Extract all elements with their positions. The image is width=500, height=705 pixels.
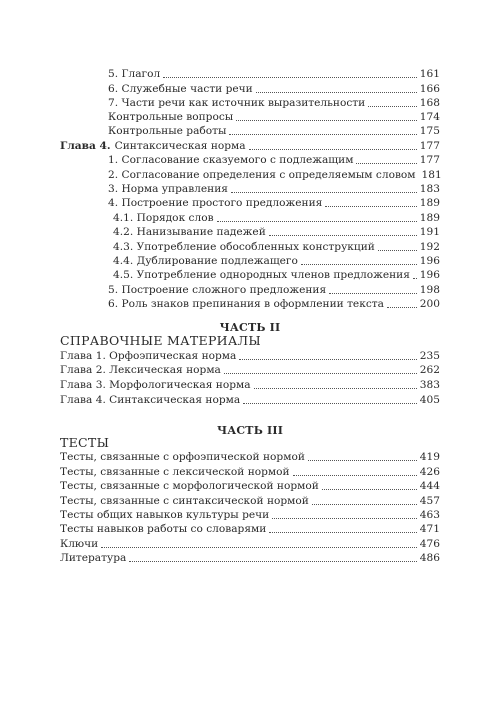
leader-dots [256, 92, 417, 93]
leader-dots [356, 163, 416, 164]
toc-entry [108, 124, 440, 138]
toc-entry-page: 419 [419, 451, 440, 463]
toc-entry [60, 537, 440, 551]
toc-entry-title: 4.5. Употребление однородных членов предложения [113, 269, 410, 281]
toc-entry-page: 235 [419, 350, 440, 362]
toc-subentry [113, 211, 440, 225]
leader-dots [231, 192, 417, 193]
leader-dots [312, 504, 417, 505]
toc-entry [60, 450, 440, 464]
leader-dots [301, 264, 417, 265]
toc-subentry [113, 254, 440, 268]
toc-entry [60, 551, 440, 565]
leader-dots [243, 403, 417, 404]
toc-entry-title: 7. Части речи как источник выразительности [108, 97, 366, 109]
toc-chapter-entry [60, 139, 440, 153]
toc-entry [60, 349, 440, 363]
toc-entry [60, 363, 440, 377]
toc-entry-page: 444 [419, 480, 440, 492]
toc-entry [60, 479, 440, 493]
leader-dots [378, 250, 417, 251]
toc-entry-page: 166 [419, 83, 440, 95]
toc-entry-title: Глава 2. Лексическая норма [60, 364, 221, 376]
toc-entry-page: 262 [419, 364, 440, 376]
leader-dots [269, 235, 417, 236]
leader-dots [293, 475, 417, 476]
toc-entry-title: 2. Согласование определения с определяемым словом [108, 169, 416, 181]
leader-dots [325, 206, 416, 207]
toc-entry-title: 1. Согласование сказуемого с подлежащим [108, 154, 354, 166]
toc-entry-page: 471 [419, 523, 440, 535]
toc-entry-title: Глава 3. Морфологическая норма [60, 379, 251, 391]
leader-dots [217, 221, 417, 222]
toc-entry [60, 508, 440, 522]
toc-entry-title: Литература [60, 552, 127, 564]
toc-entry-page: 189 [419, 197, 440, 209]
toc-entry-title: 5. Глагол [108, 68, 161, 80]
toc-entry [108, 196, 440, 210]
toc-entry-page: 183 [419, 183, 440, 195]
leader-dots [239, 359, 416, 360]
toc-entry [108, 67, 440, 81]
toc-entry-page: 196 [419, 269, 440, 281]
toc-entry-page: 476 [419, 538, 440, 550]
toc-entry [108, 96, 440, 110]
toc-entry-title: 4.3. Употребление обособленных конструкций [113, 241, 375, 253]
toc-entry-page: 405 [419, 394, 440, 406]
chapter-number: Глава 4. [60, 140, 111, 152]
toc-entry-page: 177 [419, 140, 440, 152]
leader-dots [224, 373, 417, 374]
toc-entry-page: 181 [421, 169, 442, 181]
leader-dots [308, 460, 417, 461]
toc-entry-page: 175 [419, 125, 440, 137]
leader-dots [129, 561, 416, 562]
leader-dots [322, 489, 417, 490]
leader-dots [254, 388, 417, 389]
toc-entry [108, 168, 440, 182]
toc-subentry [113, 240, 440, 254]
toc-entry-title: Тесты, связанные с морфологической нормой [60, 480, 319, 492]
toc-entry [60, 378, 440, 392]
toc-entry-page: 177 [419, 154, 440, 166]
toc-entry-title: Контрольные вопросы [108, 111, 234, 123]
leader-dots [387, 307, 417, 308]
part-2-heading: ЧАСТЬ II [219, 321, 281, 334]
toc-entry [108, 297, 440, 311]
toc-entry-page: 189 [419, 212, 440, 224]
toc-entry-page: 200 [419, 298, 440, 310]
part-3-heading: ЧАСТЬ III [216, 424, 284, 437]
toc-entry-title: Тесты навыков работы со словарями [60, 523, 267, 535]
part-3-section-title: ТЕСТЫ [60, 435, 110, 450]
toc-entry-title: 4.1. Порядок слов [113, 212, 214, 224]
toc-entry-title: 5. Построение сложного предложения [108, 284, 327, 296]
toc-entry-title: Тесты, связанные с лексической нормой [60, 466, 290, 478]
toc-entry [108, 182, 440, 196]
toc-entry-title: Тесты, связанные с орфоэпической нормой [60, 451, 305, 463]
toc-entry-title: 4. Построение простого предложения [108, 197, 323, 209]
toc-entry-title: 6. Роль знаков препинания в оформлении текста [108, 298, 384, 310]
part-2-section-title: СПРАВОЧНЫЕ МАТЕРИАЛЫ [60, 333, 261, 348]
toc-entry-title: Синтаксическая норма [114, 140, 246, 152]
toc-entry-title: Ключи [60, 538, 99, 550]
toc-entry [108, 82, 440, 96]
toc-subentry [113, 268, 440, 282]
toc-entry [108, 153, 440, 167]
leader-dots [368, 106, 417, 107]
toc-entry-title: 4.4. Дублирование подлежащего [113, 255, 298, 267]
toc-entry-page: 196 [419, 255, 440, 267]
toc-entry-page: 198 [419, 284, 440, 296]
toc-entry-page: 192 [419, 241, 440, 253]
leader-dots [236, 120, 417, 121]
toc-entry-title: Контрольные работы [108, 125, 227, 137]
toc-entry-page: 383 [419, 379, 440, 391]
toc-entry-page: 191 [419, 226, 440, 238]
toc-entry-page: 168 [419, 97, 440, 109]
toc-entry-page: 161 [419, 68, 440, 80]
toc-entry [60, 494, 440, 508]
leader-dots [272, 518, 417, 519]
toc-entry [60, 465, 440, 479]
toc-entry-title: Глава 4. Синтаксическая норма [60, 394, 241, 406]
toc-entry-title: Глава 1. Орфоэпическая норма [60, 350, 237, 362]
toc-entry [60, 393, 440, 407]
toc-entry-page: 426 [419, 466, 440, 478]
leader-dots [229, 134, 416, 135]
toc-entry-title: Тесты, связанные с синтаксической нормой [60, 495, 309, 507]
toc-entry [108, 110, 440, 124]
leader-dots [101, 547, 417, 548]
leader-dots [269, 532, 416, 533]
leader-dots [329, 293, 417, 294]
toc-entry-page: 486 [419, 552, 440, 564]
toc-entry-title: 3. Норма управления [108, 183, 228, 195]
leader-dots [249, 149, 417, 150]
toc-entry-page: 174 [419, 111, 440, 123]
toc-entry [60, 522, 440, 536]
toc-entry-title: Тесты общих навыков культуры речи [60, 509, 270, 521]
toc-entry [108, 283, 440, 297]
toc-entry-page: 463 [419, 509, 440, 521]
leader-dots [413, 278, 417, 279]
toc-subentry [113, 225, 440, 239]
leader-dots [163, 77, 417, 78]
toc-entry-title: 4.2. Нанизывание падежей [113, 226, 266, 238]
toc-entry-title: 6. Служебные части речи [108, 83, 253, 95]
toc-entry-page: 457 [419, 495, 440, 507]
